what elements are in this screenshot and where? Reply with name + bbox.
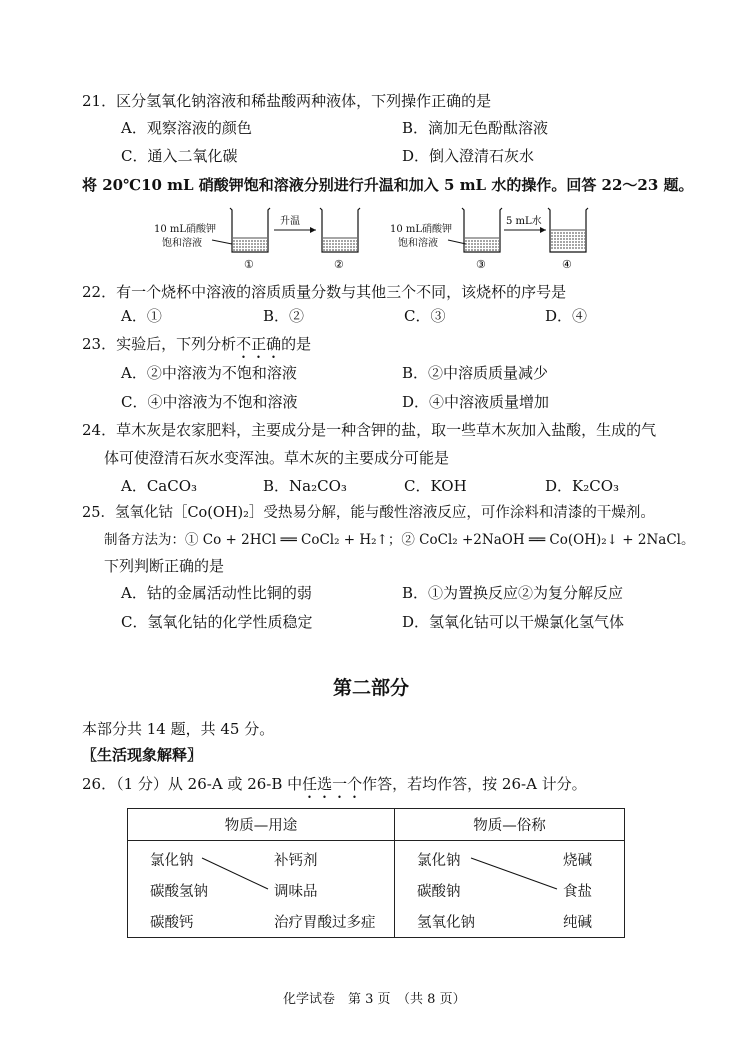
q24-option-c: C．KOH [404,477,467,495]
q26-stem-emphasis: 任选一个 [302,775,363,793]
q26-b-right-3: 纯碱 [563,915,592,931]
q25-line-3: 下列判断正确的是 [104,557,225,575]
page-footer: 化学试卷 第 3 页 （共 8 页） [283,992,466,1007]
q26-stem [82,773,587,802]
part-2-title: 第二部分 [333,677,410,699]
q22-option-b: B．② [263,307,305,325]
section-tag: 〖生活现象解释〗 [82,746,203,764]
fig-label-2b: 饱和溶液 [398,238,438,249]
q26-a-right-3: 治疗胃酸过多症 [274,915,376,931]
arrow-1-label: 升温 [280,216,300,227]
q23-option-d: D．④中溶液质量增加 [402,393,550,411]
beaker-2 [320,208,360,252]
q25-line-1: 25．氢氧化钴［Co(OH)₂］受热易分解，能与酸性溶液反应，可作涂料和清漆的干燥剂。 [82,505,655,521]
beaker-4 [548,208,588,252]
beaker-2-number: ② [334,258,344,271]
q26-head-b: 物质—俗称 [395,809,625,841]
q21-option-a: A．观察溶液的颜色 [121,119,252,137]
q24-option-d: D．K₂CO₃ [545,477,620,495]
q23-stem [82,333,311,362]
q26-stem-pre: 26．（1 分）从 26-A 或 26-B 中 [82,775,303,793]
q26-cell-b [395,841,625,938]
q25-option-a: A．钴的金属活动性比铜的弱 [121,584,312,602]
q23-stem-pre: 23．实验后，下列分析 [82,335,237,353]
fig-label-1a: 10 mL硝酸钾 [154,224,217,235]
beaker-3-number: ③ [476,258,486,271]
fig-label-1b: 饱和溶液 [162,238,202,249]
intro-22-23: 将 20℃10 mL 硝酸钾饱和溶液分别进行升温和加入 5 mL 水的操作。回答 22～23 题。 [82,176,694,194]
beaker-figure [150,202,590,274]
beaker-1-number: ① [244,258,254,271]
q25-option-d: D．氢氧化钴可以干燥氯化氢气体 [402,613,625,631]
part-2-note: 本部分共 14 题，共 45 分。 [82,720,275,738]
q22-option-a: A．① [121,307,162,325]
q26-b-connector [395,841,627,939]
fig-label-2a: 10 mL硝酸钾 [390,224,453,235]
q23-stem-emphasis: 不正确 [236,335,282,353]
arrow-2-label: 5 mL水 [506,216,542,227]
q26-a-right-1: 补钙剂 [274,853,318,869]
q23-stem-post: 的是 [281,335,312,353]
beaker-3 [462,208,502,252]
q21-option-b: B．滴加无色酚酞溶液 [402,119,549,137]
q26-table [127,808,625,938]
q26-a-left-3: 碳酸钙 [150,915,194,931]
q25-option-c: C．氢氧化钴的化学性质稳定 [121,613,313,631]
q23-option-b: B．②中溶质质量减少 [402,364,549,382]
q26-a-connector [128,841,392,939]
q26-cell-a [128,841,395,938]
q21-option-d: D．倒入澄清石灰水 [402,147,535,165]
q24-option-a: A．CaCO₃ [121,477,198,495]
q25-line-2: 制备方法为：① Co + 2HCl ══ CoCl₂ + H₂↑；② CoCl₂ +2NaOH ══ Co(OH)₂↓ + 2NaCl。 [104,532,695,548]
q25-option-b: B．①为置换反应②为复分解反应 [402,584,624,602]
beaker-4-number: ④ [562,258,572,271]
beaker-1 [230,208,270,252]
q21-option-c: C．通入二氧化碳 [121,147,238,165]
q23-option-a: A．②中溶液为不饱和溶液 [121,364,297,382]
q23-option-c: C．④中溶液为不饱和溶液 [121,393,298,411]
q26-a-left-2: 碳酸氢钠 [150,884,208,900]
q21-stem: 21．区分氢氧化钠溶液和稀盐酸两种液体，下列操作正确的是 [82,92,492,110]
q26-a-right-2: 调味品 [274,884,318,900]
q22-stem: 22．有一个烧杯中溶液的溶质质量分数与其他三个不同，该烧杯的序号是 [82,283,567,301]
q26-b-left-2: 碳酸钠 [417,884,461,900]
q26-b-left-1: 氯化钠 [417,853,461,869]
q26-b-right-1: 烧碱 [563,853,592,869]
q24-line-1: 24．草木灰是农家肥料，主要成分是一种含钾的盐，取一些草木灰加入盐酸，生成的气 [82,421,657,439]
q26-b-left-3: 氢氧化钠 [417,915,475,931]
q26-head-a: 物质—用途 [128,809,395,841]
q24-line-2: 体可使澄清石灰水变浑浊。草木灰的主要成分可能是 [104,449,450,467]
q26-b-right-2: 食盐 [563,884,592,900]
q26-stem-post: 作答，若均作答，按 26-A 计分。 [362,775,587,793]
q22-option-c: C．③ [404,307,446,325]
q22-option-d: D．④ [545,307,588,325]
q26-a-left-1: 氯化钠 [150,853,194,869]
q24-option-b: B．Na₂CO₃ [263,477,347,495]
